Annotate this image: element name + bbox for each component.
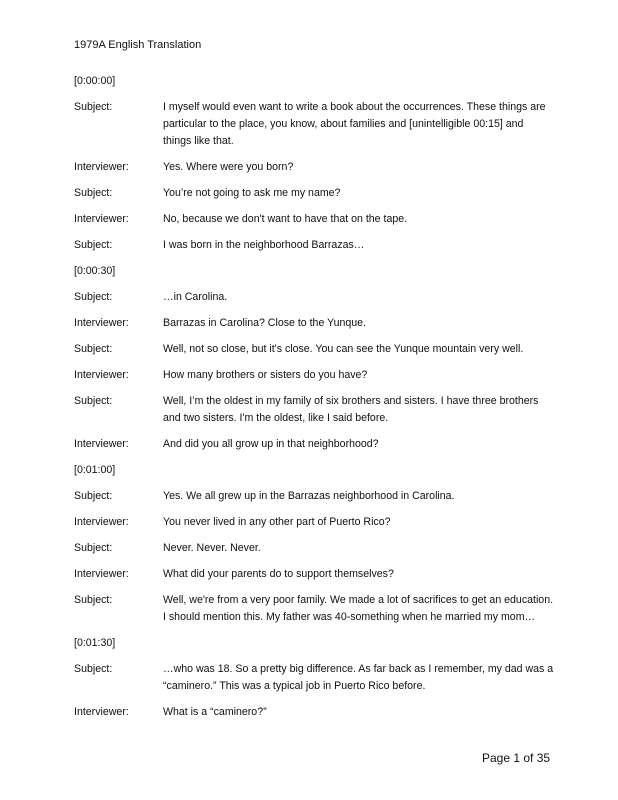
speaker-label: Subject: xyxy=(74,291,113,303)
utterance-text: What did your parents do to support themselves? xyxy=(163,568,394,580)
transcript-row xyxy=(74,289,554,306)
utterance-text: What is a “caminero?” xyxy=(163,706,267,718)
transcript-row xyxy=(74,704,554,721)
speaker-label: Subject: xyxy=(74,101,113,113)
speaker-label: Subject: xyxy=(74,490,113,502)
page-number: Page 1 of 35 xyxy=(482,751,551,765)
transcript-row xyxy=(74,514,554,531)
transcript-row xyxy=(74,661,554,695)
timestamp: [0:00:30] xyxy=(74,265,116,277)
transcript-row xyxy=(74,566,554,583)
transcript-row xyxy=(74,159,554,176)
transcript xyxy=(74,73,554,730)
utterance-text: Barrazas in Carolina? Close to the Yunque. xyxy=(163,317,366,329)
transcript-row xyxy=(74,436,554,453)
timestamp: [0:00:00] xyxy=(74,75,116,87)
speaker-label: Subject: xyxy=(74,594,113,606)
speaker-label: Subject: xyxy=(74,187,113,199)
transcript-row xyxy=(74,237,554,254)
speaker-label: Interviewer: xyxy=(74,213,129,225)
utterance-text: Yes. We all grew up in the Barrazas neighborhood in Carolina. xyxy=(163,490,455,502)
utterance-text: Never. Never. Never. xyxy=(163,542,261,554)
transcript-row xyxy=(74,592,554,626)
utterance-text: You’re not going to ask me my name? xyxy=(163,187,341,199)
utterance-text: …who was 18. So a pretty big difference. As far back as I remember, my dad was a “caminero.” This was a typical job in Puerto Rico before. xyxy=(163,663,554,692)
timestamp-row xyxy=(74,635,554,652)
speaker-label: Subject: xyxy=(74,663,113,675)
speaker-label: Subject: xyxy=(74,239,113,251)
timestamp-row xyxy=(74,73,554,90)
utterance-text: …in Carolina. xyxy=(163,291,228,303)
timestamp: [0:01:00] xyxy=(74,464,116,476)
utterance-text: No, because we don't want to have that on the tape. xyxy=(163,213,408,225)
transcript-row xyxy=(74,99,554,150)
utterance-text: Well, I’m the oldest in my family of six brothers and sisters. I have three brothers and two sisters. I'm the oldest, like I said before. xyxy=(163,395,539,424)
speaker-label: Subject: xyxy=(74,395,113,407)
transcript-row xyxy=(74,488,554,505)
transcript-row xyxy=(74,540,554,557)
speaker-label: Interviewer: xyxy=(74,568,129,580)
document-header-title: 1979A English Translation xyxy=(74,39,202,51)
utterance-text: How many brothers or sisters do you have? xyxy=(163,369,368,381)
transcript-row xyxy=(74,211,554,228)
timestamp: [0:01:30] xyxy=(74,637,116,649)
timestamp-row xyxy=(74,462,554,479)
utterance-text: Yes. Where were you born? xyxy=(163,161,294,173)
speaker-label: Interviewer: xyxy=(74,516,129,528)
speaker-label: Interviewer: xyxy=(74,161,129,173)
utterance-text: Well, we're from a very poor family. We made a lot of sacrifices to get an education. I should mention this. My father was 40-something when he married my mom… xyxy=(163,594,554,623)
transcript-row xyxy=(74,185,554,202)
speaker-label: Subject: xyxy=(74,542,113,554)
transcript-row xyxy=(74,315,554,332)
utterance-text: I was born in the neighborhood Barrazas… xyxy=(163,239,365,251)
speaker-label: Interviewer: xyxy=(74,706,129,718)
transcript-row xyxy=(74,367,554,384)
speaker-label: Interviewer: xyxy=(74,438,129,450)
speaker-label: Interviewer: xyxy=(74,369,129,381)
speaker-label: Subject: xyxy=(74,343,113,355)
utterance-text: And did you all grow up in that neighborhood? xyxy=(163,438,379,450)
speaker-label: Interviewer: xyxy=(74,317,129,329)
transcript-row xyxy=(74,341,554,358)
utterance-text: You never lived in any other part of Puerto Rico? xyxy=(163,516,391,528)
timestamp-row xyxy=(74,263,554,280)
utterance-text: Well, not so close, but it's close. You can see the Yunque mountain very well. xyxy=(163,343,524,355)
transcript-row xyxy=(74,393,554,427)
utterance-text: I myself would even want to write a book about the occurrences. These things are particular to the place, you know, about families and [unintelligible 00:15] and things like that. xyxy=(163,101,546,147)
